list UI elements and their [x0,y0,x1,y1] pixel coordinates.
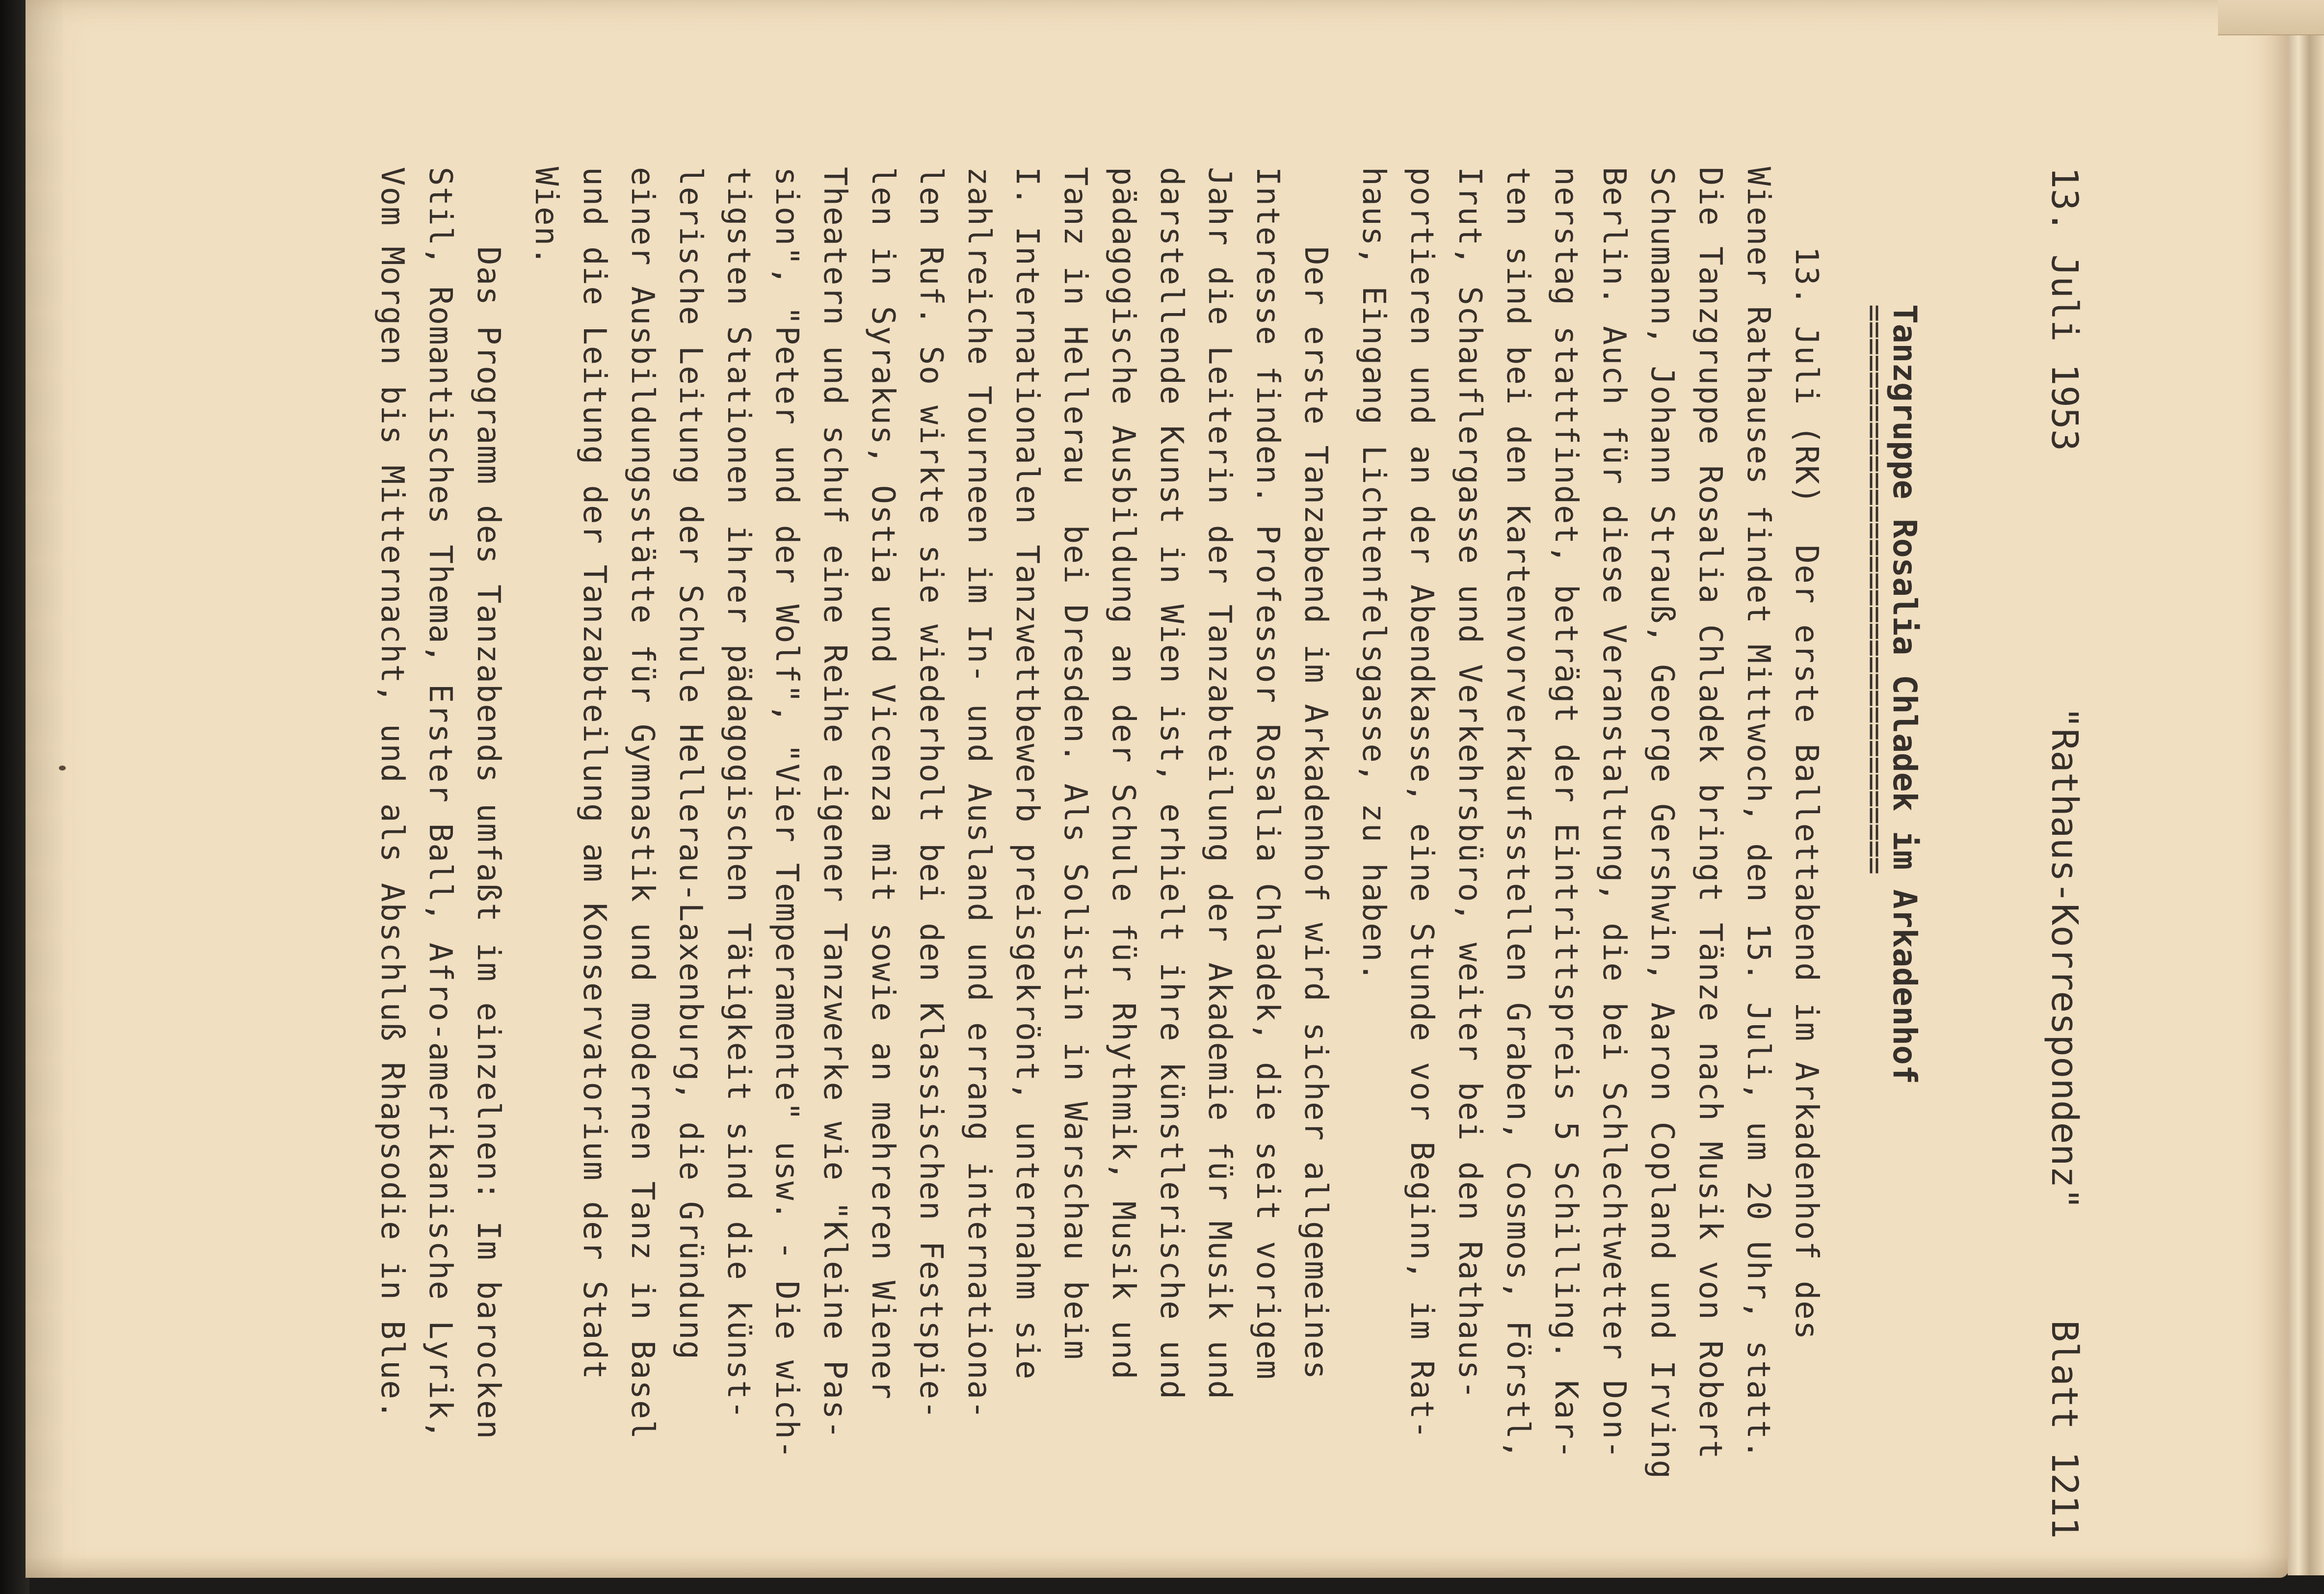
header-publication: "Rathaus-Korrespondenz" [2043,707,2086,1210]
article-line: Theatern und schuf eine Reihe eigener Tanzwerke wie "Kleine Pas- [817,167,853,1440]
header-date: 13. Juli 1953 [2043,167,2086,452]
article-line: tigsten Stationen ihrer pädagogischen Tätigkeit sind die künst- [720,167,757,1420]
title-underline-rule: ================================== [1857,304,1892,874]
article-line: ten sind bei den Kartenvorverkaufsstellen Graben, Cosmos, Förstl, [1500,167,1536,1460]
article-line: Berlin. Auch für diese Veranstaltung, die bei Schlechtwetter Don- [1596,167,1632,1460]
book-gutter-shadow [0,0,29,1594]
article-line: zahlreiche Tourneen im In- und Ausland und errang internationa- [961,167,997,1420]
article-line: Interesse finden. Professor Rosalia Chladek, die seit vorigem [1249,167,1286,1381]
article-line: und die Leitung der Tanzabteilung am Konservatorium der Stadt [576,167,612,1381]
article-line: haus, Eingang Lichtenfelsgasse, zu haben. [1355,167,1392,983]
article-line: Schumann, Johann Strauß, George Gershwin, Aaron Copland und Irving [1644,167,1680,1480]
article-line: Das Programm des Tanzabends umfaßt im einzelnen: Im barocken [470,167,506,1440]
header-sheet-number: Blatt 1211 [2043,1320,2086,1539]
paper-speck [59,766,66,770]
article-title: Tanzgruppe Rosalia Chladek im Arkadenhof [1886,304,1924,1085]
article-line: len in Syrakus, Ostia und Vicenza mit sowie an mehreren Wiener [865,167,901,1400]
article-line: portieren und an der Abendkasse, eine Stunde vor Beginn, im Rat- [1403,167,1440,1440]
article-line: Vom Morgen bis Mitternacht, und als Abschluß Rhapsodie in Blue. [374,167,410,1420]
article-line: einer Ausbildungsstätte für Gymnastik und modernen Tanz in Basel [624,167,660,1440]
article-line: Wien. [528,167,564,266]
article-line: Stil, Romantisches Thema, Erster Ball, Afro-amerikanische Lyrik, [422,167,458,1440]
article-line: len Ruf. So wirkte sie wiederholt bei den Klassischen Festspie- [913,167,949,1420]
rotated-text-block [374,167,2086,1539]
article-line: sion", "Peter und der Wolf", "Vier Temperamente" usw. - Die wich- [768,167,805,1460]
article-line: Die Tanzgruppe Rosalia Chladek bringt Tänze nach Musik von Robert [1692,167,1728,1460]
article-line: Jahr die Leiterin der Tanzabteilung der Akademie für Musik und [1201,167,1238,1400]
article-line: darstellende Kunst in Wien ist, erhielt ihre künstlerische und [1153,167,1189,1400]
page-stack-edge [2288,15,2324,1575]
article-line: lerische Leitung der Schule Hellerau-Laxenburg, die Gründung [672,167,709,1360]
page-corner [2218,0,2324,35]
article-line: 13. Juli (RK) Der erste Ballettabend im Arkadenhof des [1788,167,1824,1341]
article-line: Wiener Rathauses findet Mittwoch, den 15. Juli, um 20 Uhr, statt. [1740,167,1776,1460]
article-line: Irut, Schauflergasse und Verkehrsbüro, weiter bei den Rathaus- [1452,167,1488,1400]
article-line: Tanz in Hellerau bei Dresden. Als Solistin in Warschau beim [1057,167,1093,1360]
article-line: I. Internationalen Tanzwettbewerb preisgekrönt, unternahm sie [1009,167,1045,1381]
article-line: nerstag stattfindet, beträgt der Eintrittspreis 5 Schilling. Kar- [1548,167,1584,1460]
article-line: pädagogische Ausbildung an der Schule für Rhythmik, Musik und [1105,167,1141,1381]
article-line: Der erste Tanzabend im Arkadenhof wird sicher allgemeines [1297,167,1334,1381]
